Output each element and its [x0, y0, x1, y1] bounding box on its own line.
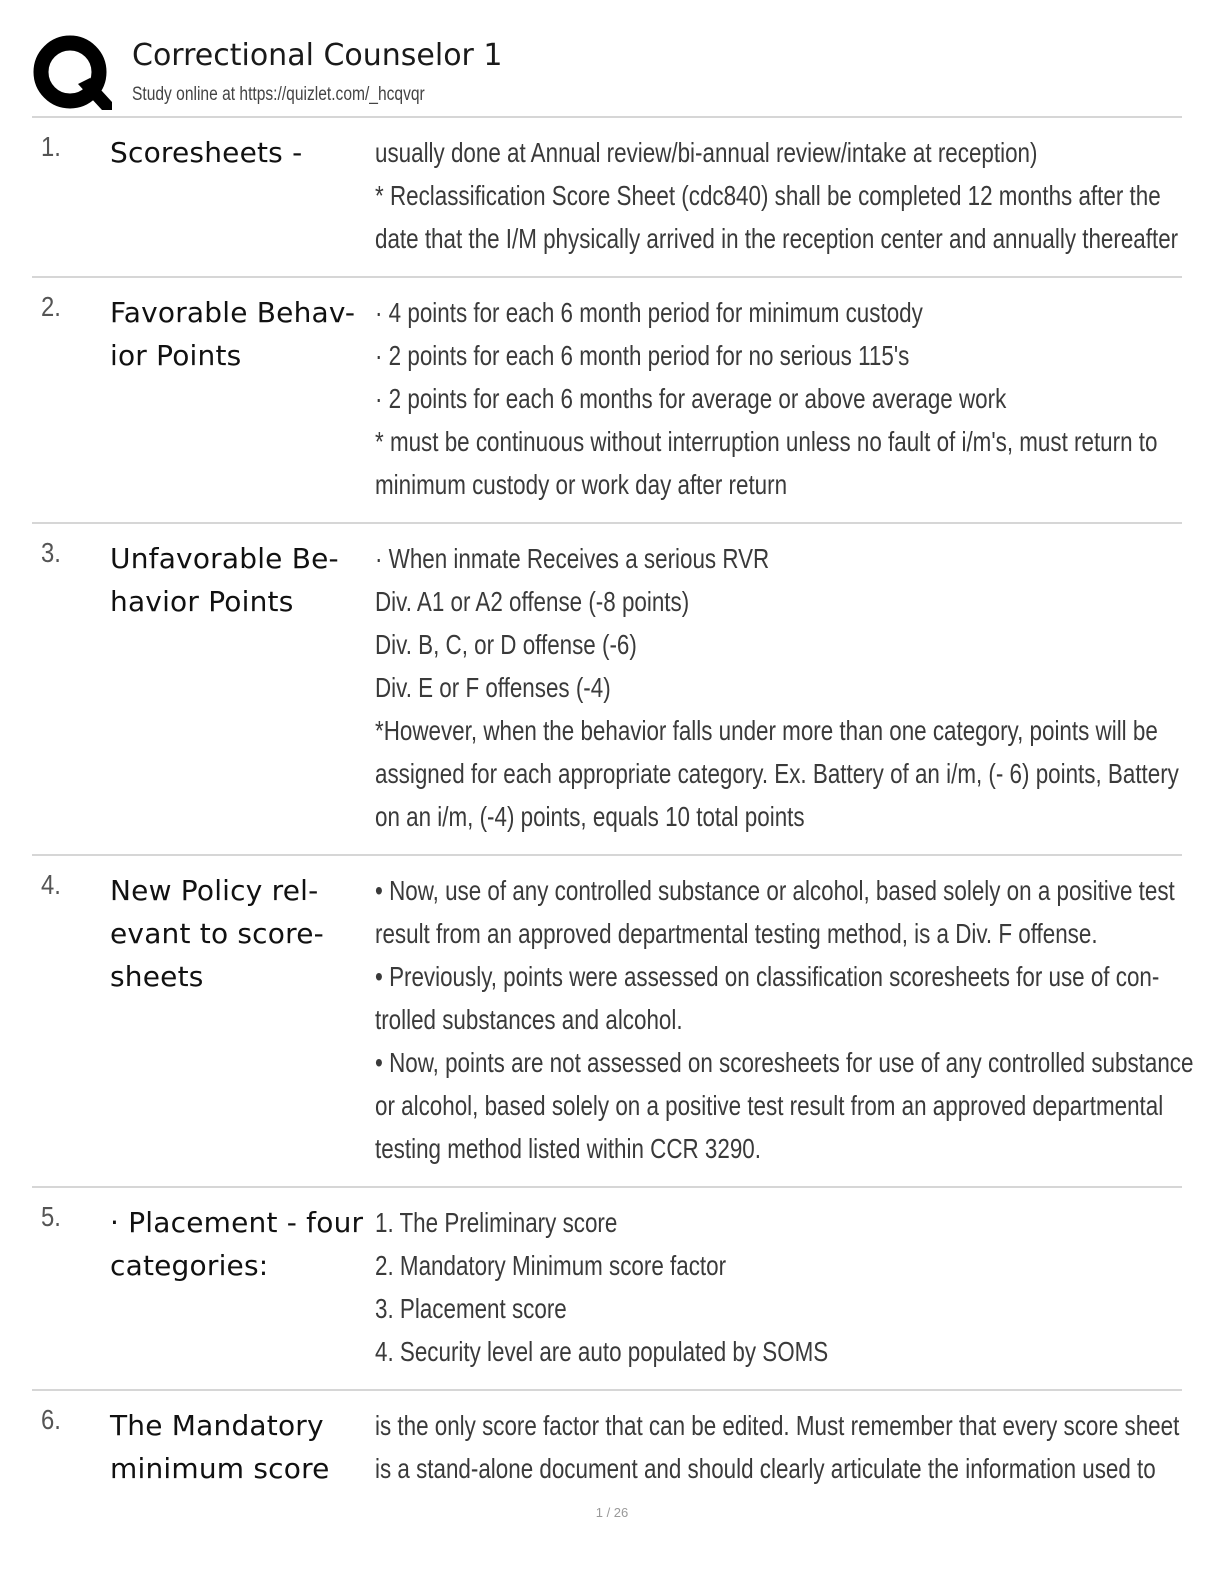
card-definition	[375, 537, 1179, 838]
definition-line: *However, when the behavior falls under more than one category, points will be	[375, 715, 1158, 746]
card-number: 1.	[41, 131, 61, 162]
term-line: New Policy rel-	[110, 874, 319, 907]
definition-line: trolled substances and alcohol.	[375, 1004, 683, 1035]
definition-line: assigned for each appropriate category. Ex. Battery of an i/m, (- 6) points, Battery	[375, 758, 1179, 789]
card-number: 4.	[41, 869, 61, 900]
divider	[32, 1389, 1182, 1391]
card-number: 6.	[41, 1404, 61, 1435]
definition-line: 1. The Preliminary score	[375, 1207, 618, 1238]
divider	[32, 116, 1182, 118]
definition-line: is the only score factor that can be edited. Must remember that every score sheet	[375, 1410, 1180, 1441]
definition-line: * Reclassification Score Sheet (cdc840) shall be completed 12 months after the	[375, 180, 1161, 211]
definition-line: is a stand-alone document and should clearly articulate the information used to	[375, 1453, 1156, 1484]
card-term	[110, 869, 375, 998]
term-line: Unfavorable Be-	[110, 542, 339, 575]
definition-line: · 2 points for each 6 months for average or above average work	[375, 383, 1007, 414]
card-number: 5.	[41, 1201, 61, 1232]
definition-line: or alcohol, based solely on a positive test result from an approved departmental	[375, 1090, 1164, 1121]
definition-line: Div. E or F offenses (-4)	[375, 672, 611, 703]
term-line: havior Points	[110, 585, 294, 618]
definition-line: result from an approved departmental testing method, is a Div. F offense.	[375, 918, 1098, 949]
divider	[32, 854, 1182, 856]
card-definition	[375, 1201, 1175, 1373]
definition-line: date that the I/M physically arrived in the reception center and annually thereafter	[375, 223, 1179, 254]
page-number: 1 / 26	[595, 1505, 629, 1520]
card-term	[110, 1404, 375, 1490]
definition-line: • Now, use of any controlled substance or alcohol, based solely on a positive test	[375, 875, 1175, 906]
divider	[32, 522, 1182, 524]
card-term	[110, 1201, 375, 1287]
definition-line: · When inmate Receives a serious RVR	[375, 543, 770, 574]
definition-line: Div. A1 or A2 offense (-8 points)	[375, 586, 690, 617]
definition-line: • Previously, points were assessed on classification scoresheets for use of con-	[375, 961, 1160, 992]
term-line: · Placement - four	[110, 1206, 364, 1239]
definition-line: · 4 points for each 6 month period for minimum custody	[375, 297, 923, 328]
page-title: Correctional Counselor 1	[132, 38, 503, 73]
card-term	[110, 291, 375, 377]
card-definition	[375, 131, 1179, 260]
definition-line: • Now, points are not assessed on scoresheets for use of any controlled substance	[375, 1047, 1194, 1078]
term-line: Favorable Behav-	[110, 296, 356, 329]
header	[32, 34, 1182, 114]
card-definition	[375, 1404, 1180, 1490]
card-term	[110, 131, 375, 174]
card-term	[110, 537, 375, 623]
definition-line: testing method listed within CCR 3290.	[375, 1133, 761, 1164]
term-line: ior Points	[110, 339, 242, 372]
term-line: The Mandatory	[110, 1409, 324, 1442]
definition-line: 4. Security level are auto populated by SOMS	[375, 1336, 829, 1367]
divider	[32, 276, 1182, 278]
term-line: minimum score	[110, 1452, 330, 1485]
card-number: 3.	[41, 537, 61, 568]
card-number: 2.	[41, 291, 61, 322]
definition-line: Div. B, C, or D offense (-6)	[375, 629, 637, 660]
definition-line: minimum custody or work day after return	[375, 469, 788, 500]
study-online-link[interactable]: Study online at https://quizlet.com/_hcqvqr	[132, 84, 425, 105]
card-definition	[375, 291, 1175, 506]
definition-line: * must be continuous without interruption unless no fault of i/m's, must return to	[375, 426, 1158, 457]
definition-line: usually done at Annual review/bi-annual review/intake at reception)	[375, 137, 1038, 168]
quizlet-q-logo-icon	[32, 34, 112, 114]
card-definition	[375, 869, 1194, 1170]
definition-line: 3. Placement score	[375, 1293, 567, 1324]
term-line: Scoresheets -	[110, 136, 303, 169]
definition-line: 2. Mandatory Minimum score factor	[375, 1250, 727, 1281]
definition-line: · 2 points for each 6 month period for no serious 115's	[375, 340, 910, 371]
term-line: sheets	[110, 960, 204, 993]
divider	[32, 1186, 1182, 1188]
term-line: evant to score-	[110, 917, 324, 950]
term-line: categories:	[110, 1249, 269, 1282]
definition-line: on an i/m, (-4) points, equals 10 total points	[375, 801, 805, 832]
